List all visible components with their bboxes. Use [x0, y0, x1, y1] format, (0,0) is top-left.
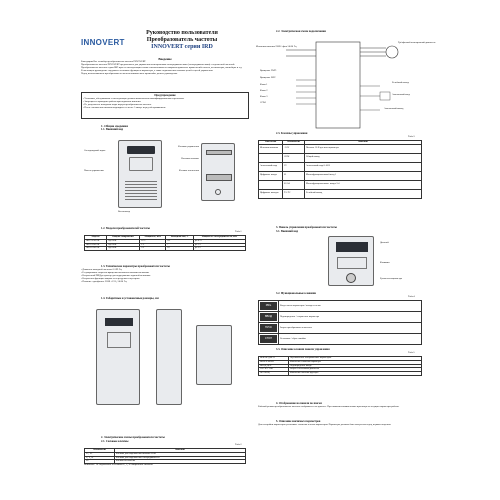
ground-terminal [215, 189, 221, 195]
label-key-2: Ключ 2 [260, 89, 268, 92]
table-row: PE Клемма заземления [85, 460, 246, 464]
device-terminal-view [201, 143, 235, 201]
table-row: PRG Вход в меню параметров / выход из меню [259, 301, 422, 312]
table-5-caption: Табл.5 [408, 351, 415, 354]
table-header-row: Тип клемм Обозначение Описание [259, 141, 422, 145]
dimension-side [156, 309, 182, 405]
intro-paragraph: Преобразователь частоты INNOVERT предназначен для управления асинхронными электродвигателями (электродвигателями) с переменной частотой. [81, 62, 235, 66]
panel-keys [337, 257, 367, 269]
table-3-caption: Табл.3 [408, 135, 415, 138]
models-table [84, 235, 246, 251]
intro-paragraph: Благодарим Вас за выбор преобразователя частоты INNOVERT. [81, 60, 147, 63]
function-keys-table [258, 300, 422, 345]
section-2-3-heading: 2.3. Клеммы управления [276, 132, 308, 135]
dimension-display [105, 318, 133, 326]
list-item: • Встроенная функция защиты от перегрузки и перегрева. [81, 276, 140, 280]
table-row: S2-S4 Многофункциональные входы 2-4 [259, 180, 422, 189]
power-terminal-strip [206, 174, 232, 181]
table-row: ВВЕРХ/ВНИЗ Изменение значения параметра [259, 360, 422, 364]
label-control-panel: Панель управления [84, 169, 104, 172]
key-prg-icon: PRG [260, 302, 277, 310]
label-fan: Вентилятор [118, 210, 130, 213]
section-3-1-heading: 3.1. Внешний вид [276, 230, 299, 233]
label-rev: Вращение REV [260, 76, 276, 79]
title-line-2: Преобразователь частоты [146, 37, 218, 43]
document-title [127, 30, 237, 51]
warning-box [81, 92, 249, 119]
control-terminals-table [258, 140, 422, 199]
wiring-diagram [256, 36, 436, 134]
table-row: ВВОД/ДЕЛ Подтверждение ввода [259, 364, 422, 368]
list-item: • Питание: однофазное 220В ±15%, 50/60 Гц. [81, 279, 127, 283]
control-panel-drawing [328, 236, 374, 286]
key-run-icon: ПУСК [260, 324, 277, 332]
section-3 [276, 226, 426, 234]
section-2-2-heading: 2.2. Электрическая схема подключения [276, 30, 326, 33]
section-3-heading: 3. Панель управления преобразователя частоты [276, 226, 337, 229]
label-analog-out: Аналоговый выход [384, 107, 404, 110]
power-terminals-table [84, 448, 246, 464]
table-row: ВЫБОР/ДИСП Переключение отображаемых параметров [259, 357, 422, 361]
intro-heading: Введение [158, 57, 172, 61]
potentiometer-knob[interactable] [346, 273, 356, 283]
section-3-2-heading: 3.2. Функциональные клавиши [276, 292, 317, 295]
dimension-rear [196, 325, 232, 385]
table-row: IRD751M21B 1ф 220В 0.75 4.5 до 0.75 [85, 239, 246, 243]
list-item: • Диапазон выходной частоты: 0-599 Гц. [81, 268, 123, 271]
label-display: Дисплей [380, 241, 389, 244]
section-5-heading: 5. Описание значимых параметров [276, 420, 321, 423]
label-key-1: Ключ 1 [260, 83, 268, 86]
table-row: ПОТЕНЦ. Изменение частоты вручную [259, 372, 422, 376]
warning-heading: Предупреждение [154, 94, 176, 97]
table-row: Цифровые выходы TA-TC Релейный выход [259, 189, 422, 198]
table-row: Источник питания +10V Питание 10 В для потенциометра [259, 144, 422, 153]
panel-display [336, 242, 368, 252]
label-potentiometer: Ручка потенциометра [380, 277, 402, 280]
table-row: ВВОД Подтверждение / сохранение параметра [259, 312, 422, 323]
title-line-1: Руководство пользователя [146, 30, 218, 36]
section-2-1-heading: 2.1. Силовые клеммы [101, 440, 129, 443]
key-stop-icon: СТОП [260, 335, 277, 343]
dimension-keypad [107, 332, 131, 348]
table-row: L1, L2 Клеммы для подключения питания 220В [85, 452, 246, 456]
panel-keys-table [258, 356, 422, 376]
section-1-2-heading: 1.2. Модели преобразователей частоты [101, 227, 150, 230]
intro-section [81, 57, 249, 76]
label-com: COM [260, 101, 266, 104]
warning-item: • Запрещается проводить работы при поданном питании. [83, 99, 141, 103]
table-row: Аналоговый вход VI Аналоговый вход 0-10 В [259, 162, 422, 171]
label-control-terminals: Клеммы управления [178, 145, 199, 148]
section-5 [258, 420, 422, 427]
label-analog-in: Аналоговый вход [392, 93, 410, 96]
table-row: ПУСК/СТОП Запуск и остановка двигателя [259, 368, 422, 372]
brand-logo [81, 32, 125, 50]
table-header-row: Обозначение Описание [85, 449, 246, 453]
control-keypad [129, 157, 153, 171]
vent-grille [125, 179, 157, 203]
logo-text: INNOVERT [81, 38, 125, 47]
label-power-source: Источник питания 220В / фаза 50/60 Гц [256, 45, 297, 48]
title-line-3: INNOVERT серии IRD [151, 44, 213, 50]
label-keys: Клавиши [380, 261, 390, 264]
label-key-3: Ключ 3 [260, 95, 268, 98]
table-1-caption: Табл.1 [235, 230, 242, 233]
table-row: U, V, W Клеммы для подключения электродвигателя [85, 456, 246, 460]
control-terminal-strip [206, 150, 232, 155]
table-row: Цифровые входы S1 Многофункциональный вход 1 [259, 171, 422, 180]
dimension-front [96, 309, 140, 405]
section-1-4-heading: 1.4. Габаритные и установочные размеры, мм [101, 297, 159, 300]
section-1-heading: 1. Общие сведения 1.1. Внешний вид [81, 124, 249, 132]
section-5-text: Для настройки параметров установите значения в меню параметров. Параметры должны быть настроены перед первым запуском. [258, 423, 392, 426]
warning-item: • Установка, обслуживание и эксплуатация должны выполняться квалифицированным персоналом. [83, 97, 185, 100]
list-item: • Регулирование скорости вращения вспомогательными клеммами. [81, 270, 150, 274]
intro-paragraph: Перед использованием преобразователя частоты внимательно прочитайте данное руководство. [81, 71, 178, 75]
intro-paragraph: Преобразователь частоты серии IRD прост в эксплуатации и может использоваться в широком диапазоне применений: насосы, вентиляторы, конвейеры и т.д. [81, 65, 243, 69]
label-fwd: Вращение FWD [260, 69, 277, 72]
warning-item: • После отключения питания подождите не менее 5 минут перед обслуживанием. [83, 105, 166, 109]
table-4-caption: Табл.4 [408, 295, 415, 298]
device-front-view [118, 140, 162, 208]
section-3-3-heading: 3.3. Описание клавиш панели управления [276, 348, 330, 351]
label-relay: Релейный выход [392, 81, 409, 84]
led-display [127, 146, 155, 154]
label-motor: Трёхфазный асинхронный двигатель [398, 41, 436, 44]
table-row: IRD222M21B 1ф 220В 2.2 10 до 2.2 [85, 247, 246, 251]
table-2-caption: Табл.2 [235, 443, 242, 446]
intro-paragraph: В настоящем руководстве содержатся основные функции и параметры, а также подключения силовых цепей и цепей управления. [81, 68, 214, 72]
label-power-terminals: Клеммы силовые [181, 157, 199, 160]
section-4-heading: 4. Отображение на панели по шагам [276, 402, 322, 405]
table-header-row: Модель Входное напряжение Мощность, кВт Выходной ток, А Мощность электродвигателя, кВт [85, 236, 246, 240]
section-4 [258, 402, 422, 409]
table-row: IRD152M21B 1ф 220В 1.5 7 до 1.5 [85, 243, 246, 247]
table-row: СТОП Остановка / сброс ошибки [259, 334, 422, 345]
section-1-3-heading: 1.3. Технические параметры преобразователя частоты [101, 265, 170, 268]
table-row: COM Общий вывод [259, 153, 422, 162]
section-2 [81, 436, 249, 444]
label-ground-terminal: Клемма заземления [179, 169, 199, 172]
label-led-display: Светодиодный экран [84, 149, 106, 152]
section-1-3 [81, 265, 249, 284]
power-terminals-note: Внимание! Не подключать к клеммам U, V, W напряжение питания. [84, 463, 154, 466]
warning-item: • Не допускается попадание воды внутрь преобразователя частоты. [83, 102, 152, 106]
dimension-drawings [92, 305, 238, 433]
list-item: • Встроенный ПИД-регулятор для поддержания заданной величины. [81, 273, 151, 277]
key-enter-icon: ВВОД [260, 313, 277, 321]
section-4-text: Рабочий режим преобразователя частоты отображается на дисплее. При нажатии клавиш можно просмотреть текущие параметры работы. [258, 405, 400, 408]
table-row: ПУСК Запуск преобразователя частоты [259, 323, 422, 334]
section-2-heading: 2. Электрические схемы преобразователя частоты [101, 436, 165, 439]
section-1-1-heading: 1.1. Внешний вид [101, 128, 124, 131]
